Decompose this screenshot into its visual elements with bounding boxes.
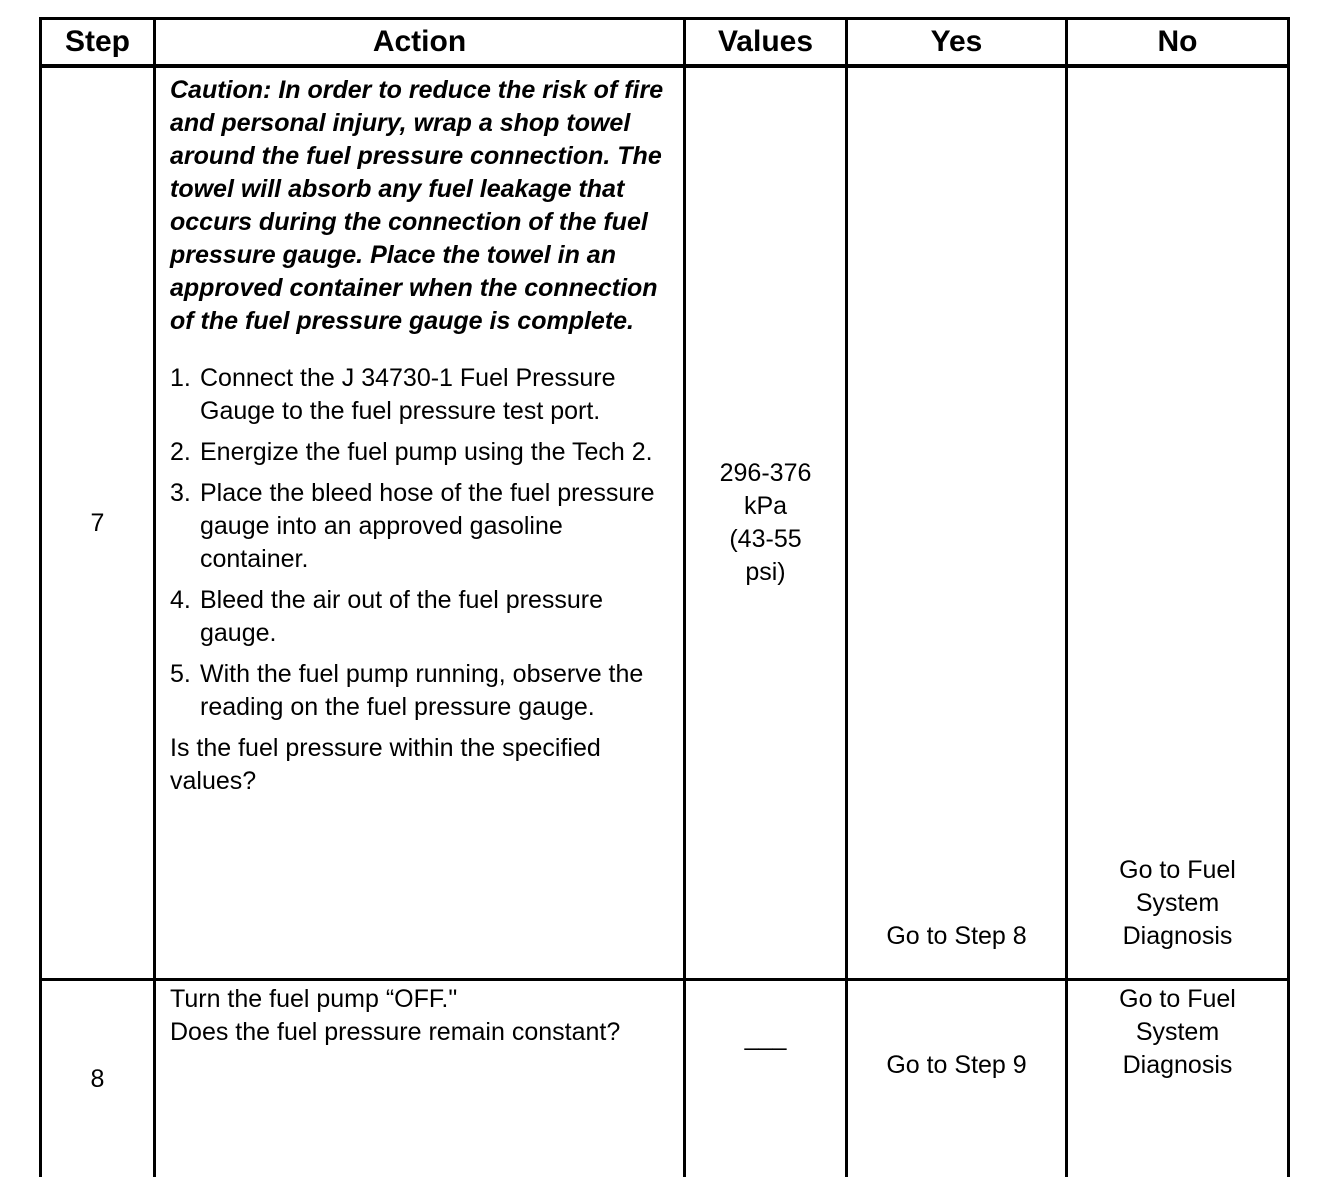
value-line: psi) <box>686 556 845 589</box>
yes-link[interactable]: Go to Step 8 <box>848 920 1065 953</box>
no-cell <box>1067 980 1289 1177</box>
action-cell <box>155 66 685 980</box>
header-action: Action <box>155 19 685 67</box>
list-item: 2. Energize the fuel pump using the Tech 2. <box>170 436 673 469</box>
yes-cell <box>847 66 1067 980</box>
diagnostic-table <box>39 17 1290 1177</box>
list-item: 5. With the fuel pump running, observe the reading on the fuel pressure gauge. <box>170 658 673 724</box>
header-yes: Yes <box>847 19 1067 67</box>
value-line: (43-55 <box>686 523 845 556</box>
header-no: No <box>1067 19 1289 67</box>
caution-text: Caution: In order to reduce the risk of fire and personal injury, wrap a shop towel around the fuel pressure connection. The towel will absorb any fuel leakage that occurs during the connection of the fuel pressure gauge. Place the towel in an approved container when the connection of the fuel pressure gauge is complete. <box>170 74 673 338</box>
no-cell <box>1067 66 1289 980</box>
no-link[interactable]: Go to Fuel System Diagnosis <box>1068 854 1287 953</box>
value-line: 296-376 <box>686 457 845 490</box>
yes-link[interactable]: Go to Step 9 <box>848 1049 1065 1082</box>
values-cell <box>685 980 847 1177</box>
step-number: 7 <box>41 66 155 980</box>
action-cell <box>155 980 685 1177</box>
no-link[interactable]: Go to Fuel System Diagnosis <box>1068 983 1287 1082</box>
action-steps-list <box>170 362 673 724</box>
action-text: Turn the fuel pump “OFF." <box>170 983 673 1016</box>
question-text: Does the fuel pressure remain constant? <box>170 1016 673 1049</box>
values-cell <box>685 66 847 980</box>
table-row <box>41 66 1289 980</box>
value-dash: ___ <box>745 1021 787 1054</box>
header-values: Values <box>685 19 847 67</box>
table-row <box>41 980 1289 1177</box>
header-step: Step <box>41 19 155 67</box>
value-line: kPa <box>686 490 845 523</box>
question-text: Is the fuel pressure within the specified values? <box>170 732 673 798</box>
list-item: 3. Place the bleed hose of the fuel pressure gauge into an approved gasoline container. <box>170 477 673 576</box>
yes-cell <box>847 980 1067 1177</box>
list-item: 1. Connect the J 34730-1 Fuel Pressure Gauge to the fuel pressure test port. <box>170 362 673 428</box>
step-number: 8 <box>41 980 155 1177</box>
header-row <box>41 19 1289 67</box>
list-item: 4. Bleed the air out of the fuel pressure gauge. <box>170 584 673 650</box>
